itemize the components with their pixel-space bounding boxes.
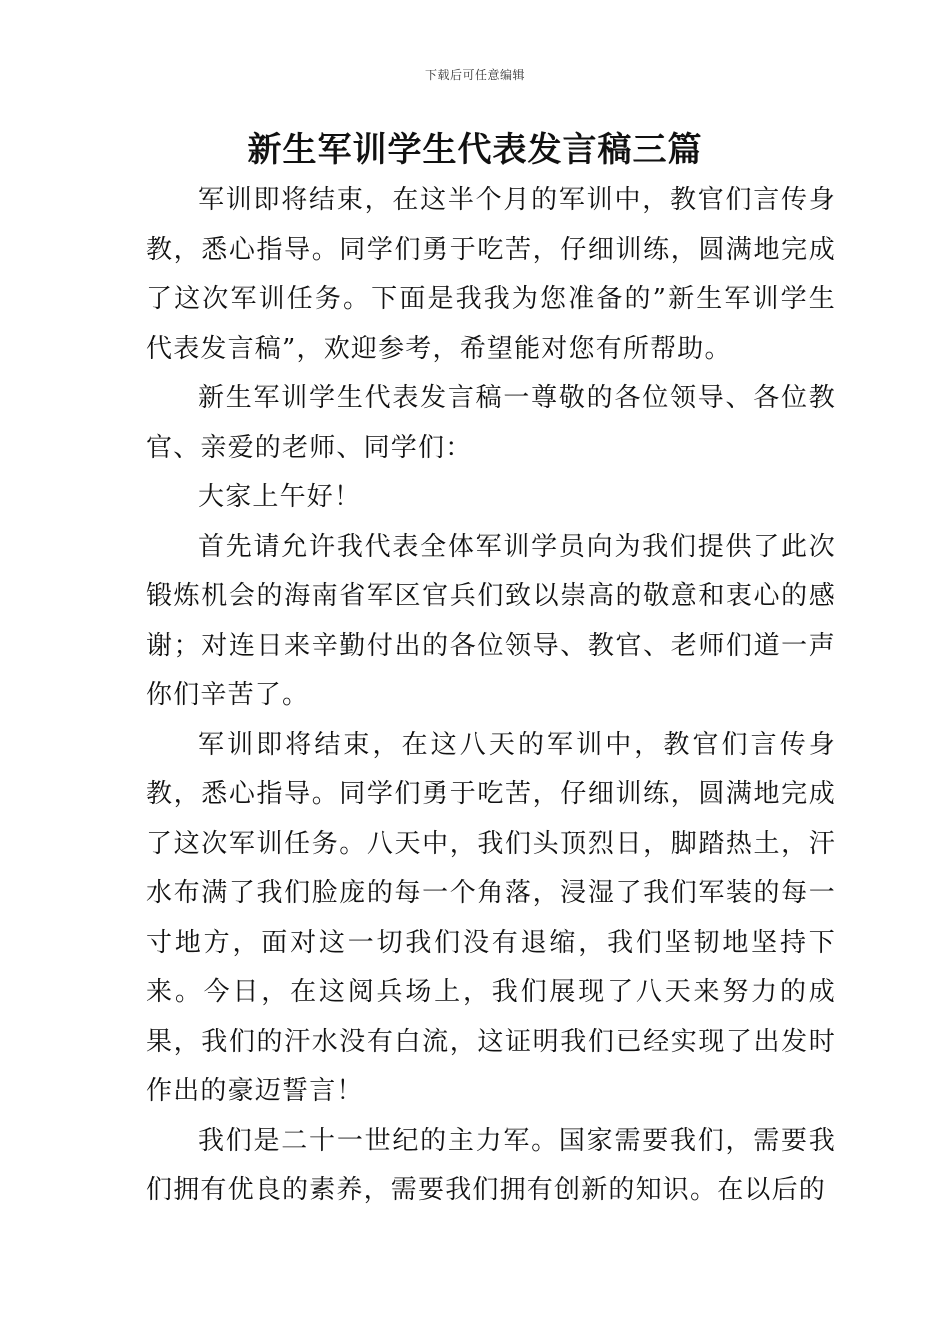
paragraph: 军训即将结束，在这八天的军训中，教官们言传身教，悉心指导。同学们勇于吃苦，仔细训练，圆满地完成了这次军训任务。八天中，我们头顶烈日，脚踏热土，汗水布满了我们脸庞的每一个角落，浸湿了我们军装的每一寸地方，面对这一切我们没有退缩，我们坚韧地坚持下来。今日，在这阅兵场上，我们展现了八天来努力的成果，我们的汗水没有白流，这证明我们已经实现了出发时作出的豪迈誓言！ — [146, 729, 836, 1106]
paragraph: 新生军训学生代表发言稿一尊敬的各位领导、各位教官、亲爱的老师、同学们： — [146, 383, 836, 463]
document-title: 新生军训学生代表发言稿三篇 — [247, 130, 703, 170]
paragraph: 我们是二十一世纪的主力军。国家需要我们，需要我们拥有优良的素养，需要我们拥有创新的知识。在以后的 — [146, 1125, 836, 1205]
document-body — [146, 176, 836, 1216]
paragraph: 军训即将结束，在这半个月的军训中，教官们言传身教，悉心指导。同学们勇于吃苦，仔细训练，圆满地完成了这次军训任务。下面是我我为您准备的”新生军训学生代表发言稿”，欢迎参考，希望能对您有所帮助。 — [146, 185, 836, 364]
paragraph: 首先请允许我代表全体军训学员向为我们提供了此次锻炼机会的海南省军区官兵们致以崇高的敬意和衷心的感谢；对连日来辛勤付出的各位领导、教官、老师们道一声你们辛苦了。 — [146, 531, 836, 710]
header-note: 下载后可任意编辑 — [424, 68, 525, 82]
paragraph: 大家上午好！ — [198, 482, 362, 512]
